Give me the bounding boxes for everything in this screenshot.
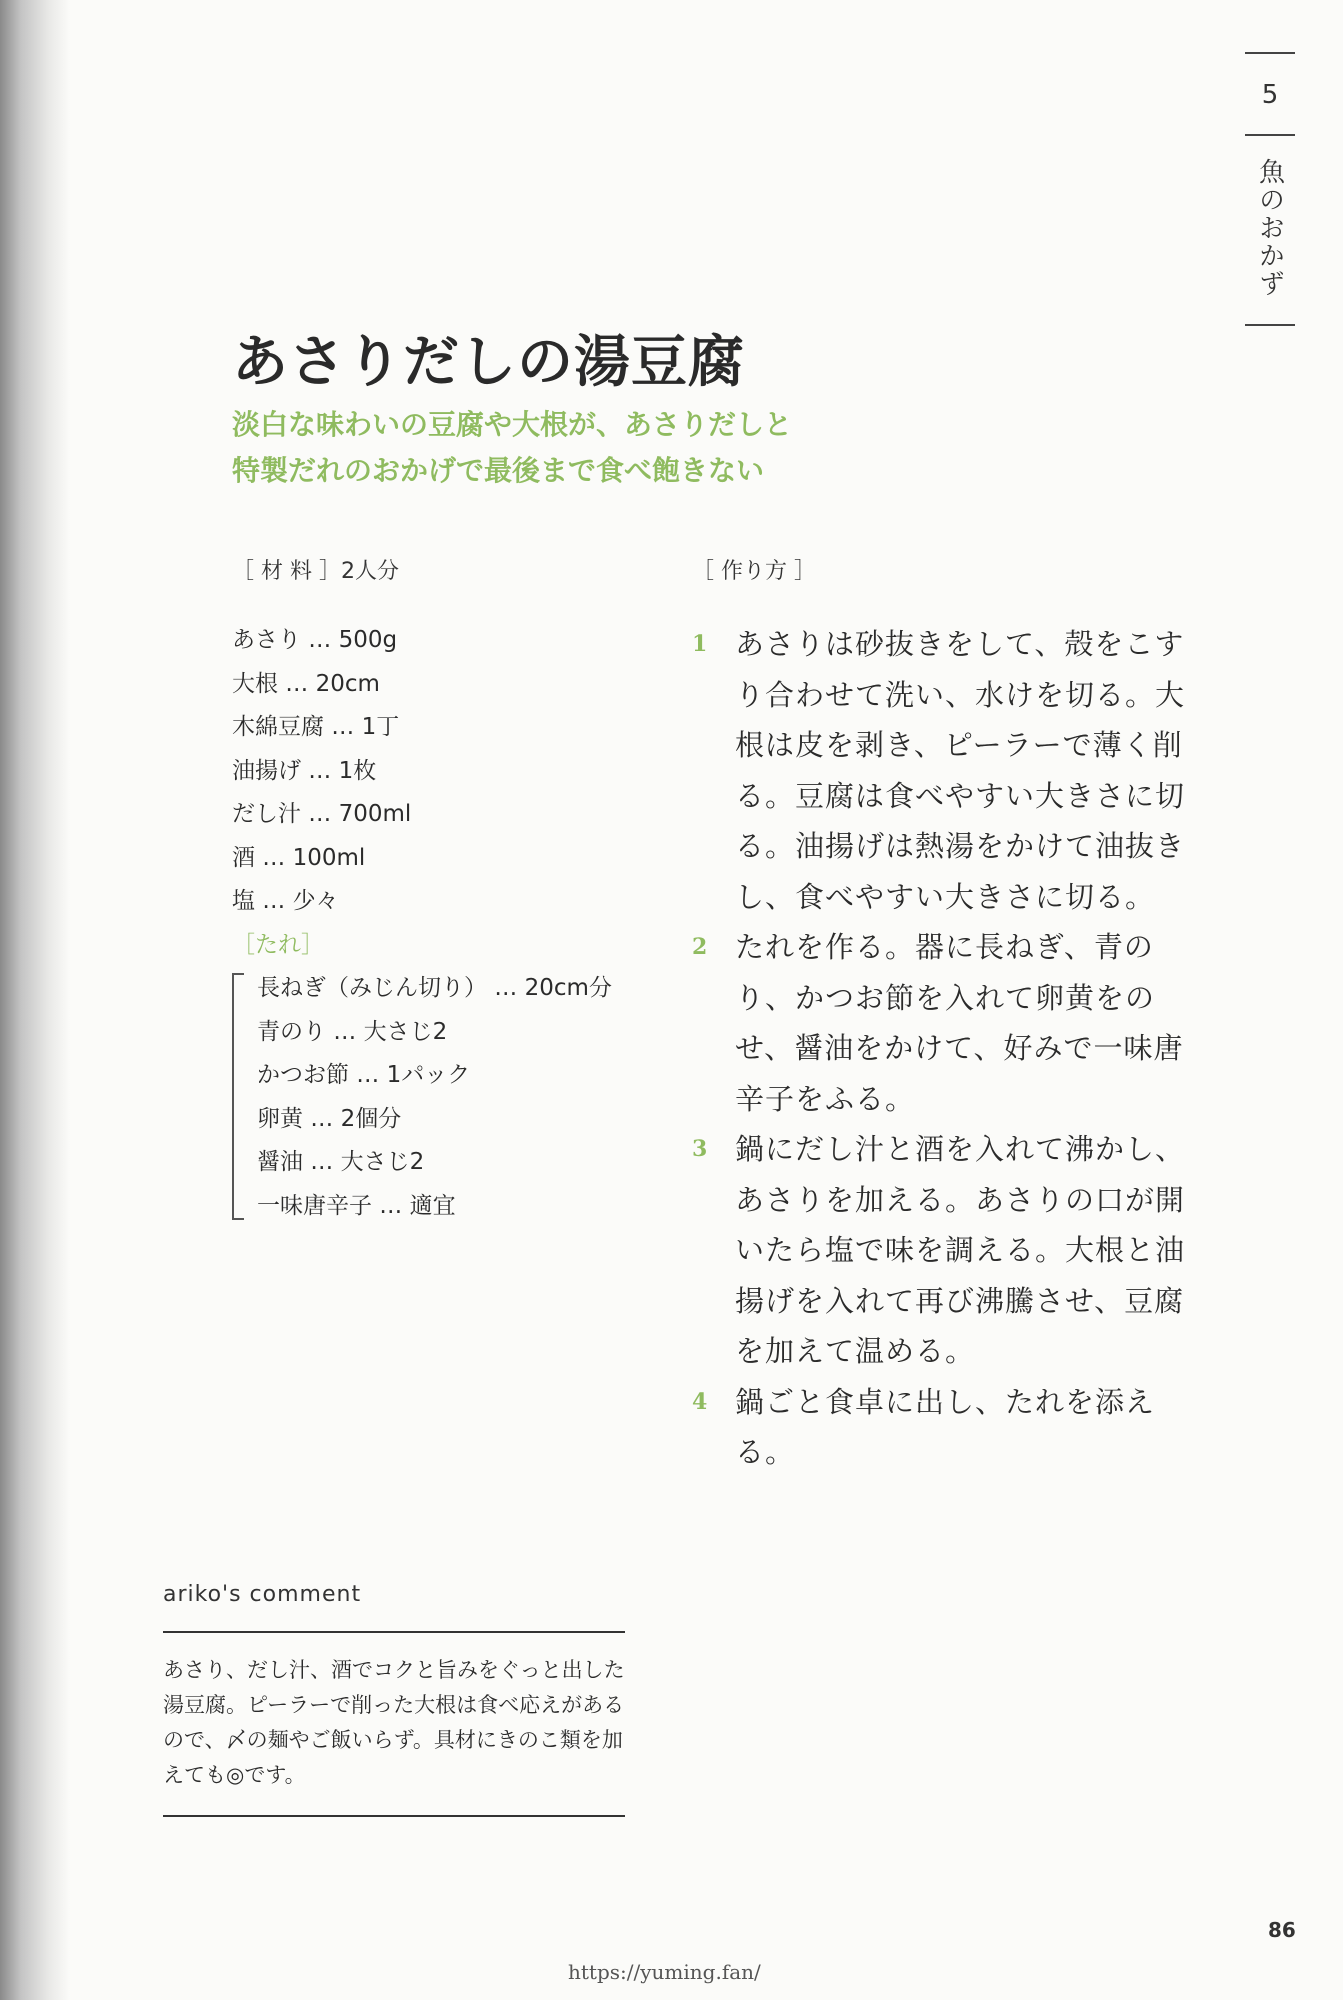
sauce-ingredient-item: 卵黄 … 2個分	[257, 1105, 402, 1132]
recipe-title: あさりだしの湯豆腐	[232, 330, 745, 395]
method-steps	[692, 619, 1212, 1478]
method-step	[692, 1124, 1212, 1377]
sauce-ingredient-item: 一味唐辛子 … 適宜	[257, 1192, 456, 1219]
author-comment	[163, 1582, 625, 1817]
comment-title: ariko's comment	[163, 1582, 362, 1607]
ingredient-item: 大根 … 20cm	[232, 670, 380, 697]
chapter-title: 魚のおかず	[1254, 158, 1285, 298]
step-text: 鍋にだし汁と酒を入れて沸かし、あさりを加える。あさりの口が開いたら塩で味を調える。大根と油揚げを入れて再び沸騰させ、豆腐を加えて温める。	[735, 1132, 1186, 1368]
step-text: あさりは砂抜きをして、殻をこすり合わせて洗い、水けを切る。大根は皮を剥き、ピーラーで薄く削る。豆腐は食べやすい大きさに切る。油揚げは熱湯をかけて油抜きし、食べやすい大きさに切る。	[735, 627, 1186, 914]
ingredient-item: 油揚げ … 1枚	[232, 757, 377, 784]
watermark-url: https://yuming.fan/	[568, 1960, 761, 1984]
chapter-tab	[1245, 52, 1295, 326]
sauce-bracket	[232, 973, 244, 1220]
ingredient-item: 塩 … 少々	[232, 888, 339, 914]
comment-body: あさり、だし汁、酒でコクと旨みをぐっと出した湯豆腐。ピーラーで削った大根は食べ応えがあるので、〆の麺やご飯いらず。具材にきのこ類を加えても◎です。	[163, 1658, 625, 1787]
comment-bottom-rule	[163, 1815, 625, 1817]
step-number: 3	[692, 1136, 708, 1162]
method-step	[692, 619, 1212, 922]
ingredient-list	[232, 619, 652, 924]
method-step	[692, 922, 1212, 1124]
chapter-tab-bottom-rule	[1245, 324, 1295, 326]
method-section	[692, 554, 1212, 1478]
recipe-subtitle-line: 特製だれのおかげで最後まで食べ飽きない	[232, 454, 765, 487]
ingredients-section	[232, 554, 652, 1228]
ingredient-item: あさり … 500g	[232, 627, 398, 653]
step-text: たれを作る。器に長ねぎ、青のり、かつお節を入れて卵黄をのせ、醤油をかけて、好みで一味唐辛子をふる。	[735, 930, 1184, 1116]
step-number: 2	[692, 934, 708, 960]
ingredients-heading: ［ 材 料 ］2人分	[232, 559, 399, 584]
step-number: 1	[692, 631, 708, 657]
sauce-ingredient-list	[257, 967, 652, 1228]
chapter-number: 5	[1261, 80, 1279, 110]
sauce-ingredient-item: 醤油 … 大さじ2	[257, 1149, 425, 1175]
method-step	[692, 1377, 1212, 1478]
sauce-heading: ［たれ］	[232, 931, 324, 958]
ingredient-item: だし汁 … 700ml	[232, 801, 412, 827]
sauce-ingredient-item: 長ねぎ（みじん切り） … 20cm分	[257, 975, 612, 1001]
recipe-subtitle-line: 淡白な味わいの豆腐や大根が、あさりだしと	[232, 408, 793, 441]
ingredient-item: 木綿豆腐 … 1丁	[232, 714, 400, 740]
method-heading: ［ 作り方 ］	[692, 559, 816, 584]
recipe-subtitle	[232, 402, 872, 494]
chapter-tab-middle-rule	[1245, 134, 1295, 136]
sauce-ingredient-item: かつお節 … 1パック	[257, 1062, 471, 1088]
step-text: 鍋ごと食卓に出し、たれを添える。	[735, 1384, 1156, 1469]
page-number: 86	[1268, 1918, 1296, 1942]
sauce-ingredient-item: 青のり … 大さじ2	[257, 1018, 448, 1045]
ingredient-item: 酒 … 100ml	[232, 844, 366, 871]
step-number: 4	[692, 1388, 708, 1415]
page-gutter-shadow	[0, 0, 70, 2000]
sauce-ingredient-group	[232, 967, 652, 1228]
